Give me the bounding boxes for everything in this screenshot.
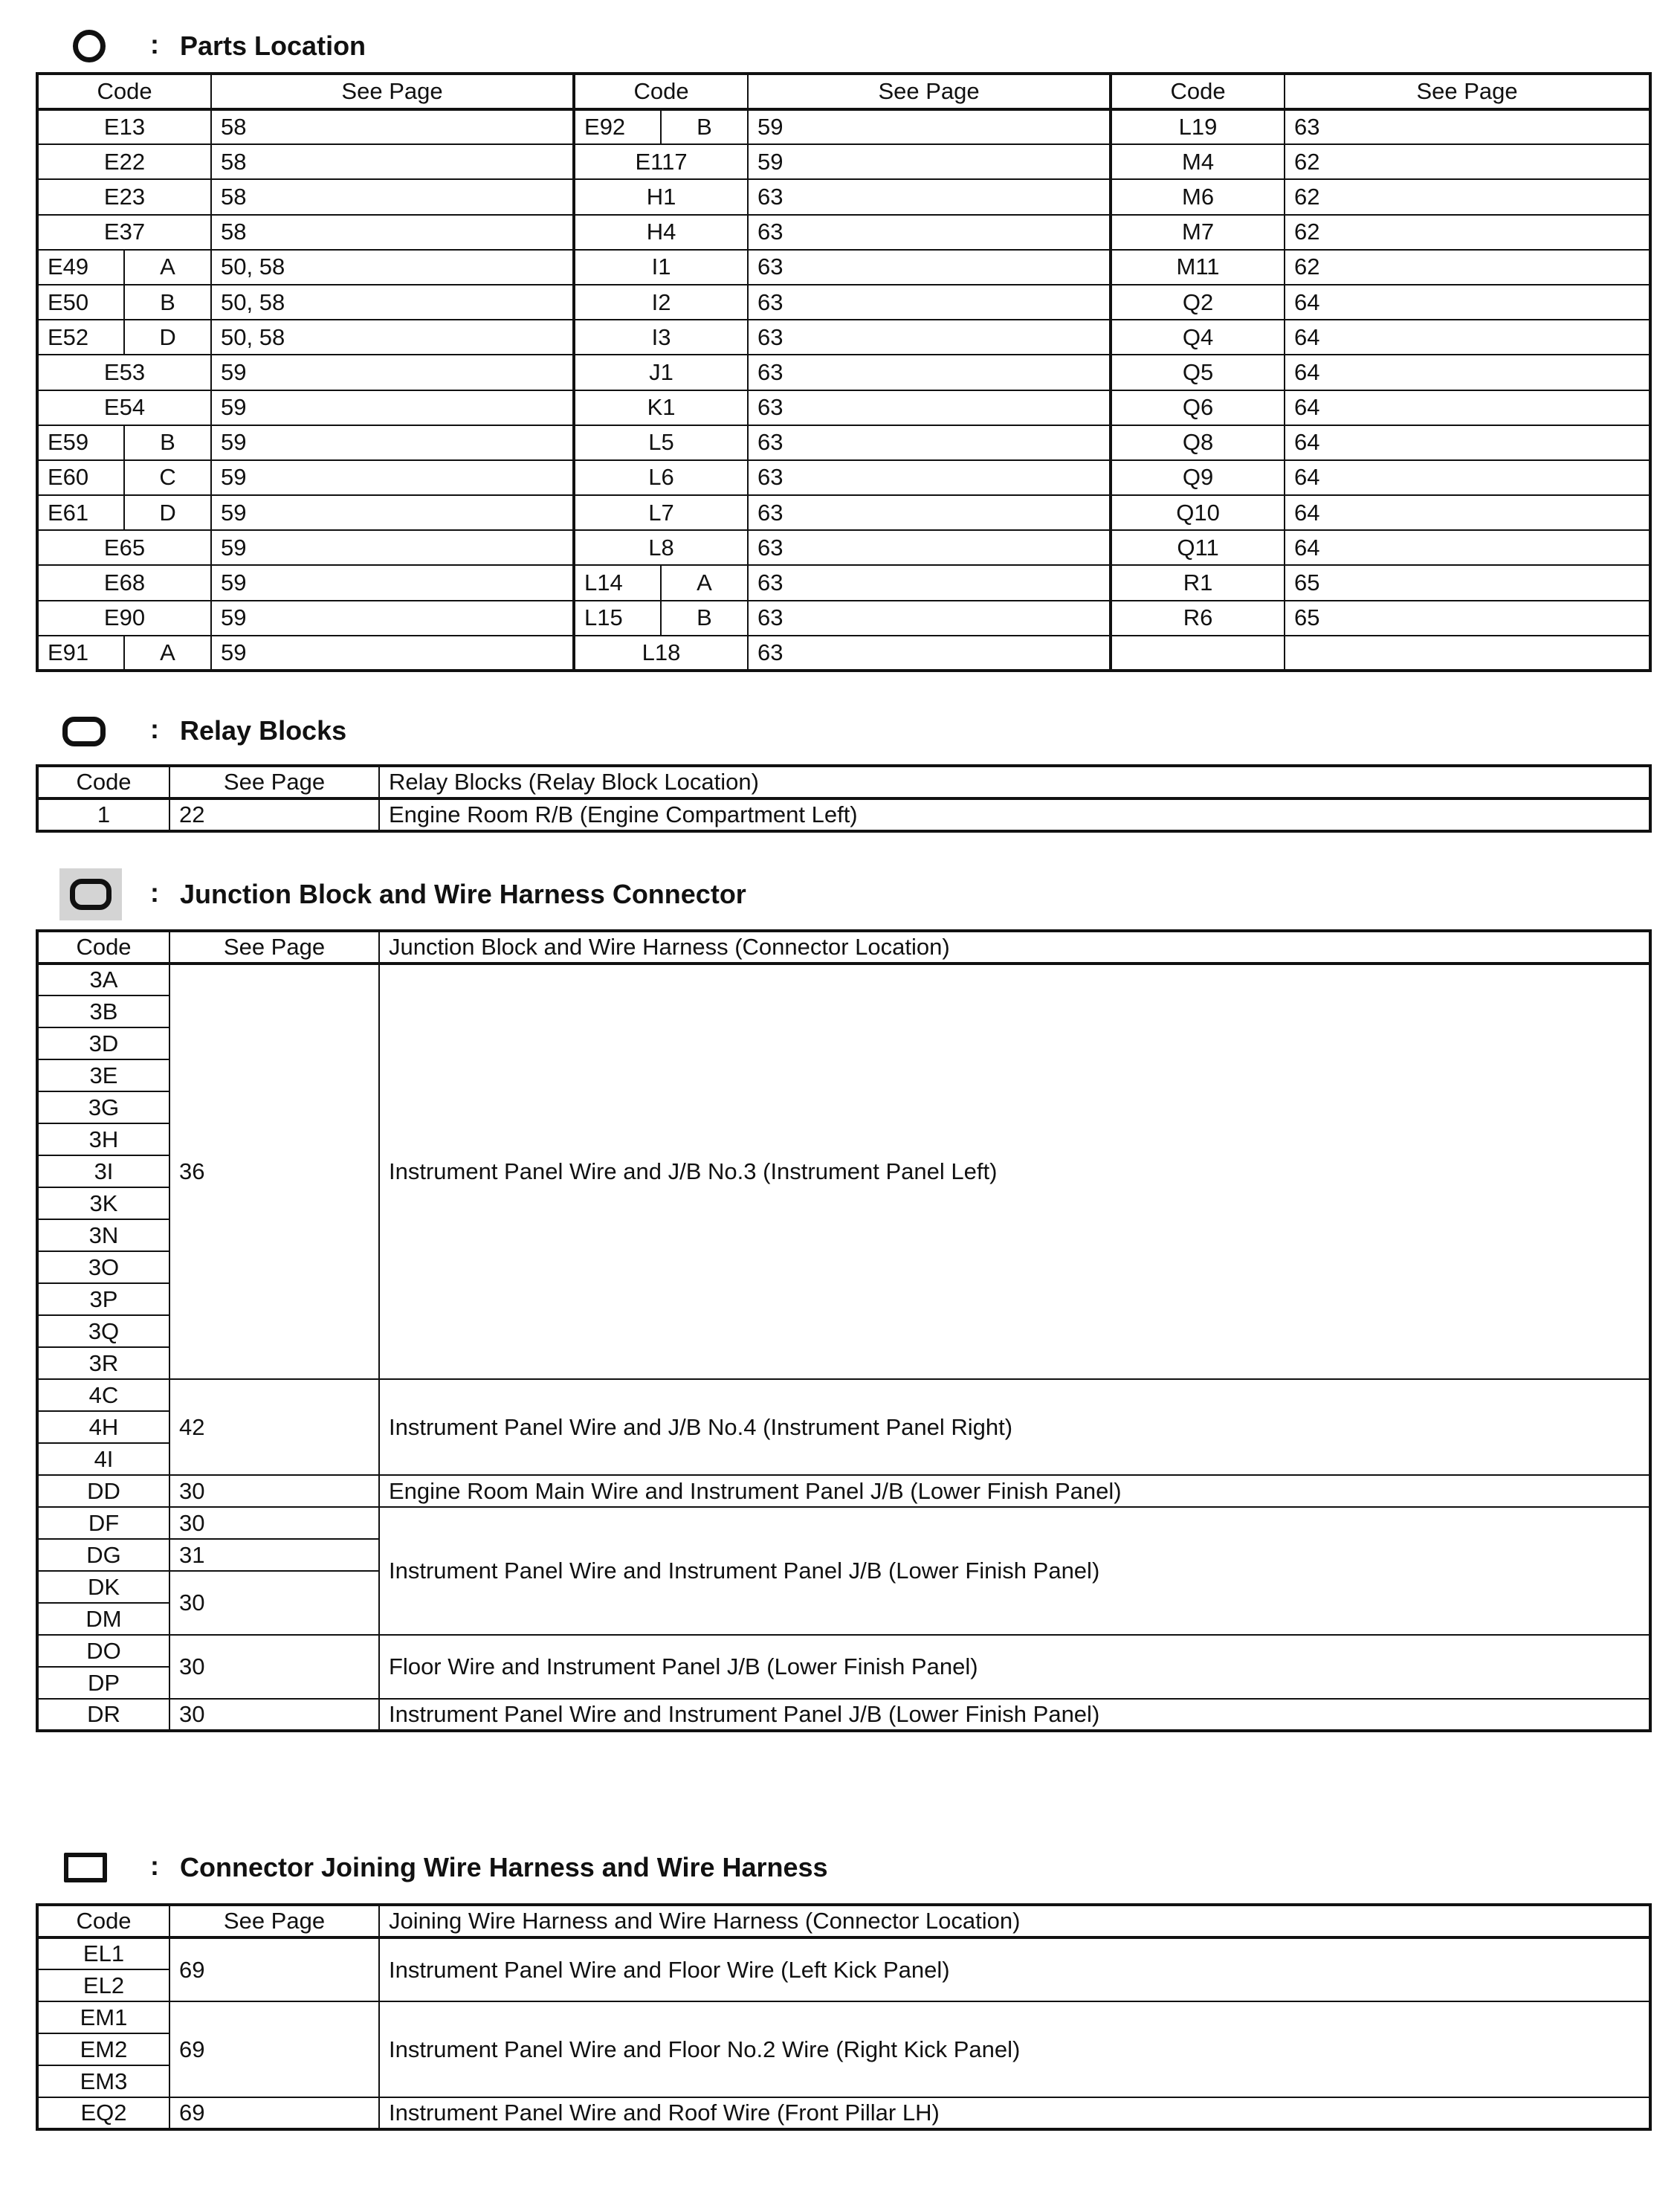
code-cell: 3A [37,964,169,995]
part-code-cell: R6 [1111,601,1285,636]
table-row [37,425,1650,460]
see-page-header: See Page [169,766,379,798]
part-code-cell: J1 [574,355,748,390]
junction-block-title: Junction Block and Wire Harness Connector [180,879,746,909]
part-see-page-cell: 59 [211,530,574,565]
junction-header-row [37,931,1650,964]
see-page-cell: 69 [169,2001,379,2097]
part-see-page-cell: 63 [748,320,1111,355]
parts-location-table [36,72,1652,672]
code-cell: 1 [37,798,169,831]
part-code-cell: E60 [37,460,124,495]
table-row [37,1475,1650,1507]
code-cell: 3O [37,1251,169,1283]
part-see-page-cell: 50, 58 [211,320,574,355]
part-code-cell: Q8 [1111,425,1285,460]
part-see-page-cell: 63 [748,530,1111,565]
relay-blocks-table [36,764,1652,833]
location-cell: Engine Room Main Wire and Instrument Panel J/B (Lower Finish Panel) [379,1475,1650,1507]
part-code-cell: Q5 [1111,355,1285,390]
table-row [37,355,1650,390]
location-cell: Instrument Panel Wire and J/B No.4 (Instrument Panel Right) [379,1379,1650,1475]
part-code-cell: L19 [1111,109,1285,144]
location-header: Junction Block and Wire Harness (Connector Location) [379,931,1650,964]
part-see-page-cell: 64 [1285,460,1650,495]
code-cell: EM1 [37,2001,169,2033]
location-cell: Instrument Panel Wire and Instrument Panel J/B (Lower Finish Panel) [379,1699,1650,1731]
see-page-cell: 30 [169,1635,379,1699]
part-see-page-cell: 59 [211,601,574,636]
code-cell: 4C [37,1379,169,1411]
part-code-cell: E68 [37,565,211,600]
part-code-cell: Q2 [1111,285,1285,320]
part-see-page-cell: 63 [748,390,1111,425]
part-see-page-cell: 63 [748,495,1111,530]
code-cell: 3I [37,1155,169,1187]
part-see-page-cell: 59 [211,495,574,530]
code-header: Code [1111,74,1285,109]
location-header: Joining Wire Harness and Wire Harness (Connector Location) [379,1905,1650,1937]
heading-colon: : [150,1850,159,1881]
part-see-page-cell: 59 [748,109,1111,144]
table-row [37,285,1650,320]
code-cell: DK [37,1571,169,1603]
code-cell: 3G [37,1091,169,1123]
part-code-cell: E117 [574,144,748,179]
part-code-cell: E54 [37,390,211,425]
part-see-page-cell: 59 [211,425,574,460]
part-sub-cell: A [661,565,748,600]
part-see-page-cell: 64 [1285,495,1650,530]
table-row [37,250,1650,285]
part-code-cell: I1 [574,250,748,285]
part-see-page-cell: 62 [1285,179,1650,214]
part-code-cell: H4 [574,215,748,250]
part-see-page-cell: 59 [748,144,1111,179]
code-cell: EL1 [37,1937,169,1969]
see-page-header: See Page [211,74,574,109]
code-header: Code [37,766,169,798]
part-sub-cell: B [124,425,211,460]
part-sub-cell: C [124,460,211,495]
connector-joining-table [36,1903,1652,2131]
part-see-page-cell: 64 [1285,320,1650,355]
table-row [37,144,1650,179]
part-see-page-cell: 58 [211,215,574,250]
location-cell: Engine Room R/B (Engine Compartment Left) [379,798,1650,831]
part-code-cell [1111,636,1285,671]
code-cell: 4I [37,1443,169,1475]
part-see-page-cell: 62 [1285,250,1650,285]
connector-header-row [37,1905,1650,1937]
part-code-cell: Q10 [1111,495,1285,530]
part-sub-cell: D [124,495,211,530]
part-see-page-cell: 58 [211,144,574,179]
connector-joining-title: Connector Joining Wire Harness and Wire Harness [180,1852,828,1882]
part-code-cell: Q11 [1111,530,1285,565]
part-code-cell: E37 [37,215,211,250]
part-code-cell: E65 [37,530,211,565]
part-code-cell: L14 [574,565,661,600]
part-code-cell: E59 [37,425,124,460]
part-see-page-cell: 64 [1285,355,1650,390]
table-row [37,1635,1650,1667]
table-row [37,320,1650,355]
part-code-cell: L7 [574,495,748,530]
code-cell: 3H [37,1123,169,1155]
table-row [37,179,1650,214]
table-row [37,565,1650,600]
part-sub-cell: B [124,285,211,320]
location-cell: Instrument Panel Wire and Floor No.2 Wire (Right Kick Panel) [379,2001,1650,2097]
code-cell: DG [37,1539,169,1571]
see-page-header: See Page [169,1905,379,1937]
table-row [37,1937,1650,1969]
code-cell: DP [37,1667,169,1699]
part-code-cell: M6 [1111,179,1285,214]
part-code-cell: L15 [574,601,661,636]
table-row [37,964,1650,995]
table-row [37,215,1650,250]
part-code-cell: E13 [37,109,211,144]
part-see-page-cell: 59 [211,390,574,425]
junction-block-table [36,929,1652,1732]
part-code-cell: L6 [574,460,748,495]
code-cell: 3Q [37,1315,169,1347]
part-code-cell: H1 [574,179,748,214]
see-page-cell: 30 [169,1475,379,1507]
part-code-cell: K1 [574,390,748,425]
location-cell: Instrument Panel Wire and Roof Wire (Front Pillar LH) [379,2097,1650,2129]
part-see-page-cell: 63 [748,601,1111,636]
code-header: Code [37,931,169,964]
part-code-cell: E61 [37,495,124,530]
part-code-cell: Q9 [1111,460,1285,495]
part-see-page-cell: 63 [748,285,1111,320]
part-code-cell: M4 [1111,144,1285,179]
see-page-cell: 69 [169,2097,379,2129]
part-code-cell: I3 [574,320,748,355]
part-code-cell: L8 [574,530,748,565]
part-sub-cell: D [124,320,211,355]
part-see-page-cell: 65 [1285,565,1650,600]
see-page-cell: 30 [169,1507,379,1539]
location-cell: Floor Wire and Instrument Panel J/B (Lower Finish Panel) [379,1635,1650,1699]
code-cell: EM3 [37,2065,169,2097]
heading-colon: : [150,714,159,744]
parts-location-title: Parts Location [180,30,366,61]
code-header: Code [37,74,211,109]
table-row [37,1699,1650,1731]
part-code-cell: L18 [574,636,748,671]
part-see-page-cell: 64 [1285,390,1650,425]
part-see-page-cell: 63 [748,179,1111,214]
parts-header-row [37,74,1650,109]
code-cell: EL2 [37,1969,169,2001]
part-see-page-cell: 62 [1285,144,1650,179]
part-code-cell: Q6 [1111,390,1285,425]
table-row [37,636,1650,671]
heading-colon: : [150,29,159,59]
part-code-cell: E50 [37,285,124,320]
relay-block-rounded-icon [62,717,106,746]
table-row [37,495,1650,530]
part-see-page-cell: 59 [211,636,574,671]
code-cell: 3P [37,1283,169,1315]
see-page-cell: 22 [169,798,379,831]
part-see-page-cell: 63 [748,565,1111,600]
connector-rectangle-icon [64,1853,107,1882]
parts-location-circle-icon [73,30,106,62]
code-cell: DO [37,1635,169,1667]
part-see-page-cell: 50, 58 [211,285,574,320]
code-cell: 3D [37,1027,169,1059]
part-sub-cell: A [124,250,211,285]
code-cell: 3B [37,995,169,1027]
part-sub-cell: B [661,601,748,636]
part-see-page-cell: 63 [748,460,1111,495]
part-code-cell: E92 [574,109,661,144]
code-cell: 4H [37,1411,169,1443]
code-cell: 3K [37,1187,169,1219]
table-row [37,530,1650,565]
part-code-cell: E90 [37,601,211,636]
table-row [37,1507,1650,1539]
code-cell: 3E [37,1059,169,1091]
heading-colon: : [150,877,159,908]
code-cell: 3R [37,1347,169,1379]
see-page-cell: 42 [169,1379,379,1475]
part-see-page-cell: 63 [748,355,1111,390]
table-row [37,1379,1650,1411]
code-header: Code [574,74,748,109]
part-see-page-cell: 64 [1285,285,1650,320]
part-code-cell: M11 [1111,250,1285,285]
part-see-page-cell: 58 [211,179,574,214]
see-page-cell: 36 [169,964,379,1379]
table-row [37,390,1650,425]
part-code-cell: R1 [1111,565,1285,600]
table-row [37,601,1650,636]
location-cell: Instrument Panel Wire and Floor Wire (Left Kick Panel) [379,1937,1650,2001]
table-row [37,2097,1650,2129]
part-see-page-cell: 65 [1285,601,1650,636]
part-see-page-cell: 63 [1285,109,1650,144]
table-row [37,109,1650,144]
see-page-cell: 30 [169,1699,379,1731]
location-cell: Instrument Panel Wire and J/B No.3 (Instrument Panel Left) [379,964,1650,1379]
part-see-page-cell: 63 [748,250,1111,285]
part-see-page-cell: 63 [748,636,1111,671]
see-page-cell: 30 [169,1571,379,1635]
part-see-page-cell: 64 [1285,530,1650,565]
see-page-cell: 69 [169,1937,379,2001]
code-cell: EQ2 [37,2097,169,2129]
part-see-page-cell: 64 [1285,425,1650,460]
code-cell: DD [37,1475,169,1507]
part-see-page-cell: 63 [748,215,1111,250]
part-see-page-cell: 62 [1285,215,1650,250]
part-sub-cell: B [661,109,748,144]
code-cell: 3N [37,1219,169,1251]
part-code-cell: L5 [574,425,748,460]
see-page-cell: 31 [169,1539,379,1571]
relay-header-row [37,766,1650,798]
part-see-page-cell: 59 [211,565,574,600]
relay-blocks-title: Relay Blocks [180,715,347,746]
part-code-cell: E52 [37,320,124,355]
part-see-page-cell: 50, 58 [211,250,574,285]
code-cell: DR [37,1699,169,1731]
part-sub-cell: A [124,636,211,671]
junction-block-rounded-icon [70,879,112,910]
part-see-page-cell: 59 [211,355,574,390]
table-row [37,460,1650,495]
part-see-page-cell: 63 [748,425,1111,460]
part-code-cell: E53 [37,355,211,390]
part-code-cell: Q4 [1111,320,1285,355]
part-see-page-cell [1285,636,1650,671]
part-see-page-cell: 59 [211,460,574,495]
part-code-cell: E49 [37,250,124,285]
location-header: Relay Blocks (Relay Block Location) [379,766,1650,798]
code-cell: DF [37,1507,169,1539]
part-see-page-cell: 58 [211,109,574,144]
code-header: Code [37,1905,169,1937]
part-code-cell: M7 [1111,215,1285,250]
location-cell: Instrument Panel Wire and Instrument Panel J/B (Lower Finish Panel) [379,1507,1650,1635]
part-code-cell: E22 [37,144,211,179]
see-page-header: See Page [1285,74,1650,109]
part-code-cell: I2 [574,285,748,320]
see-page-header: See Page [169,931,379,964]
code-cell: DM [37,1603,169,1635]
part-code-cell: E91 [37,636,124,671]
table-row [37,798,1650,831]
code-cell: EM2 [37,2033,169,2065]
table-row [37,2001,1650,2033]
part-code-cell: E23 [37,179,211,214]
see-page-header: See Page [748,74,1111,109]
